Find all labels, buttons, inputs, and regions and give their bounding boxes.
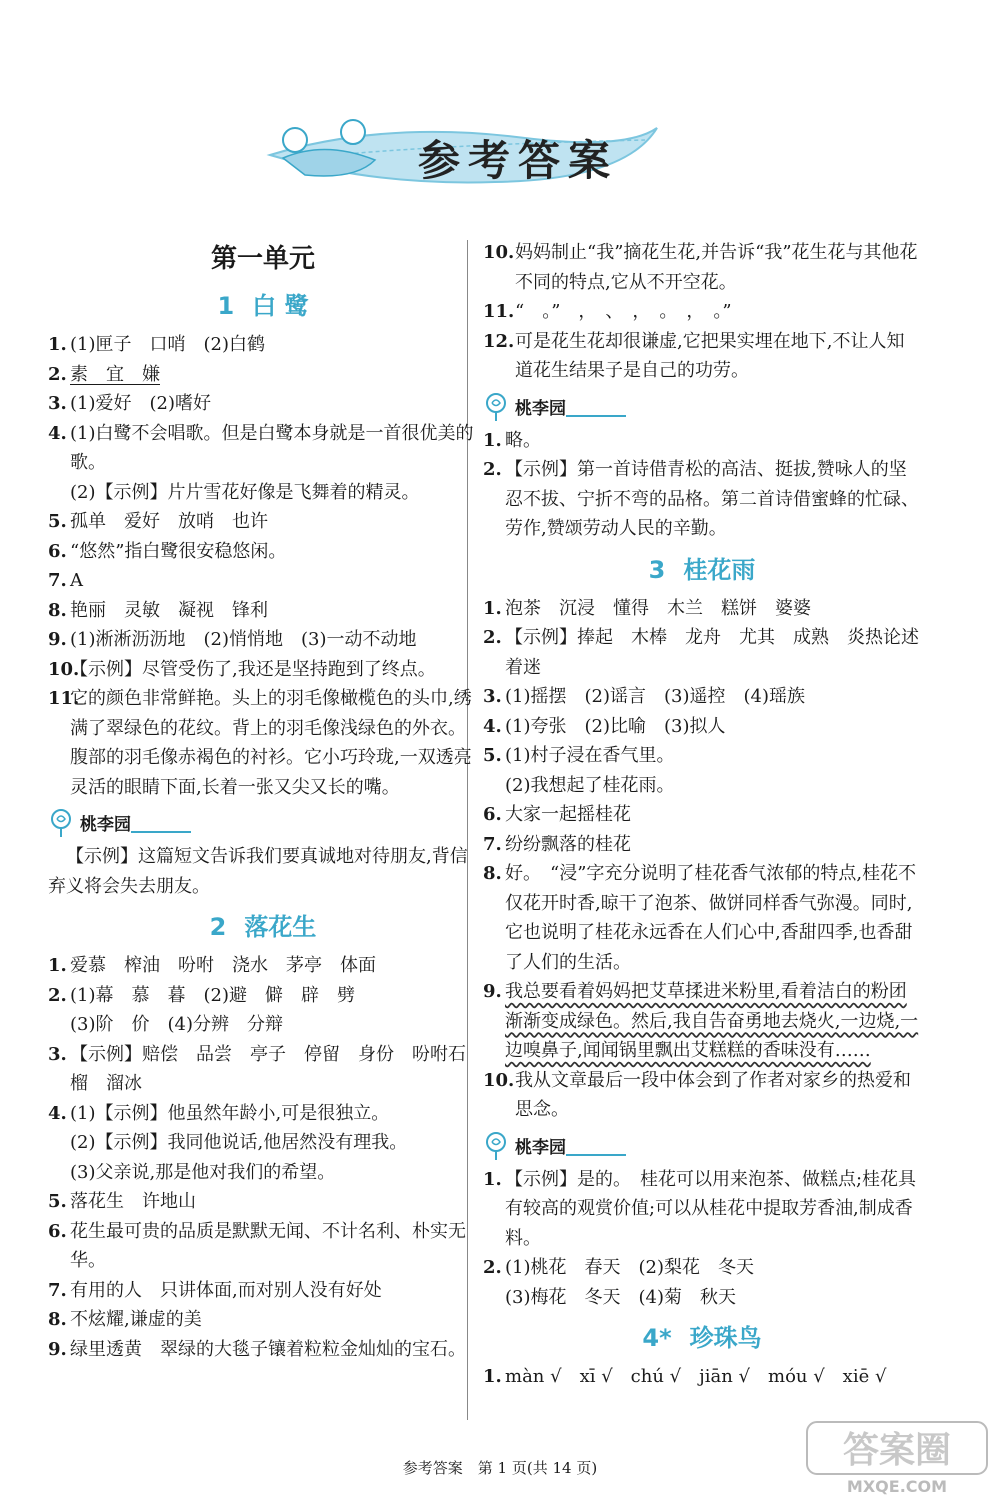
answer-item: 6. 大家一起摇桂花 (483, 804, 631, 825)
answer-item: 7. 有用的人 只讲体面,而对别人没有好处 (48, 1279, 382, 1301)
section-tag (483, 388, 921, 422)
answer-item: 6. “悠然”指白鹭很安稳悠闲。 (48, 540, 287, 562)
lesson-heading (483, 1318, 921, 1358)
section-tag-label: 桃李园 (80, 815, 131, 835)
lesson-title: 桂花雨 (683, 555, 756, 584)
answer-item: 4. (1)夸张 (2)比喻 (3)拟人 (483, 715, 726, 737)
answer-item: 9. 绿里透黄 翠绿的大毯子镶着粒粒金灿灿的宝石。 (48, 1338, 466, 1360)
answer-item: 1. 泡茶 沉浸 懂得 木兰 糕饼 婆婆 (483, 597, 811, 619)
answer-subitem: (3)父亲说,那是他对我们的希望。 (70, 1161, 336, 1183)
watermark-text: 答案圈 (842, 1430, 952, 1471)
answer-item: 10. 妈妈制止“我”摘花生花,并告诉“我”花生花与其他花不同的特点,它从不开空花。 (483, 242, 918, 293)
answer-item: 1. (1)匣子 口哨 (2)白鹤 (48, 334, 265, 355)
answer-item: 10. 我从文章最后一段中体会到了作者对家乡的热爱和思念。 (483, 1069, 911, 1120)
answer-item: 5. (1)村子浸在香气里。 (483, 745, 675, 766)
answer-item: 12. 可是花生花却很谦虚,它把果实埋在地下,不让人知道花生结果子是自己的功劳。 (483, 330, 905, 381)
paragraph: 【示例】这篇短文告诉我们要真诚地对待朋友,背信弃义将会失去朋友。 (48, 846, 468, 897)
section-tag (48, 804, 478, 838)
answer-item: 8. 不炫耀,谦虚的美 (48, 1309, 202, 1330)
right-column (483, 238, 937, 1392)
watermark-url: MXQE.COM (846, 1477, 948, 1496)
lesson-heading (483, 550, 921, 590)
section-tag-label: 桃李园 (515, 398, 566, 419)
answer-item: 1. màn √ xī √ chú √ jiān √ móu √ xiē √ (483, 1366, 887, 1387)
unit-title: 第一单元 (210, 244, 315, 274)
page-footer: 参考答案 第 1 页(共 14 页) (402, 1459, 598, 1477)
answer-item: 2. 素 宜 嫌 (48, 363, 160, 385)
answer-item: 9. (1)淅淅沥沥地 (2)悄悄地 (3)一动不动地 (48, 629, 417, 650)
answer-item: 3. (1)摇摆 (2)谣言 (3)遥控 (4)瑶族 (483, 686, 805, 707)
answer-item: 5. 孤单 爱好 放哨 也许 (48, 511, 268, 532)
lesson-title: 白 鹭 (252, 292, 309, 320)
answer-subitem: (3)梅花 冬天 (4)菊 秋天 (505, 1286, 736, 1308)
tag-underline-icon (131, 824, 191, 834)
peach-garden-icon (48, 808, 74, 838)
lesson-number: 1 (217, 292, 235, 320)
answer-item: 11. “ 。” ， 、 ， 。 ， 。” (483, 301, 732, 322)
lesson-heading (48, 907, 478, 947)
answer-item: 2. 【示例】捧起 木棒 龙舟 尤其 成熟 炎热论述 着迷 (483, 627, 937, 678)
answer-item: 7. A (48, 570, 83, 591)
answer-item: 4. (1)【示例】他虽然年龄小,可是很独立。 (48, 1102, 390, 1124)
lesson-heading (48, 286, 478, 326)
tag-underline-icon (566, 1147, 626, 1157)
answer-subitem: (2)【示例】我同他说话,他居然没有理我。 (70, 1132, 408, 1153)
answer-item: 10. 【示例】尽管受伤了,我还是坚持跑到了终点。 (48, 658, 436, 680)
answer-subitem: (2)我想起了桂花雨。 (505, 774, 675, 796)
answer-item: 1. 略。 (483, 429, 541, 451)
answer-item: 1. 【示例】是的。 桂花可以用来泡茶、做糕点;桂花具有较高的观赏价值;可以从桂花中提取芳香油,制成香料。 (483, 1168, 917, 1249)
section-tag-label: 桃李园 (515, 1137, 566, 1158)
answer-subitem: (3)阶 价 (4)分辨 分辩 (70, 1014, 283, 1035)
answer-item: 6. 花生最可贵的品质是默默无闻、不计名利、朴实无华。 (48, 1220, 466, 1271)
answer-item: 4. (1)白鹭不会唱歌。但是白鹭本身就是一首很优美的歌。 (48, 422, 474, 473)
lesson-title: 落花生 (244, 913, 317, 941)
answer-item: 3. (1)爱好 (2)嗜好 (48, 393, 211, 414)
answer-item: 7. 纷纷飘落的桂花 (483, 833, 631, 855)
lesson-title: 珍珠鸟 (689, 1324, 762, 1352)
answer-item: 2. 【示例】第一首诗借青松的高洁、挺拔,赞咏人的坚忍不拔、宁折不弯的品格。第二首诗借蜜蜂的忙碌、劳作,赞颂劳动人民的辛勤。 (483, 459, 919, 539)
lesson-number: 3 (648, 555, 666, 584)
section-tag (483, 1127, 921, 1161)
page-title: 参考答案 (418, 136, 619, 185)
peach-garden-icon (483, 392, 509, 422)
answer-item: 2. (1)桃花 春天 (2)梨花 冬天 (483, 1257, 754, 1278)
answer-subitem: (2)【示例】片片雪花好像是飞舞着的精灵。 (70, 481, 420, 503)
tag-underline-icon (566, 408, 626, 418)
answer-item: 9. 我总要看着妈妈把艾草揉进米粉里,看着洁白的粉团渐渐变成绿色。然后,我自告奋勇地去烧火,一边烧,一边嗅鼻子,闻闻锅里飘出艾糕糕的香味没有…… (483, 981, 919, 1061)
answer-item: 3. 【示例】赔偿 品尝 亭子 停留 身份 吩咐石榴 溜冰 (48, 1043, 466, 1094)
answer-item: 8. 好。 “浸”字充分说明了桂花香气浓郁的特点,桂花不仅花开时香,晾干了泡茶、做饼同样香气弥漫。同时,它也说明了桂花永远香在人们心中,香甜四季,也香甜了人们的生活。 (483, 863, 917, 973)
left-column (48, 238, 478, 1364)
peach-garden-icon (483, 1131, 509, 1161)
answer-item: 11. 它的颜色非常鲜艳。头上的羽毛像橄榄色的头巾,绣满了翠绿色的花纹。背上的羽毛像浅绿色的外衣。腹部的羽毛像赤褐色的衬衫。它小巧玲珑,一双透亮灵活的眼睛下面,长着一张又尖又长的嘴。 (48, 688, 472, 798)
answer-item: 8. 艳丽 灵敏 凝视 锋利 (48, 599, 268, 621)
answer-item: 1. 爱慕 榨油 吩咐 浇水 茅亭 体面 (48, 955, 376, 976)
lesson-number: 2 (209, 913, 227, 941)
answer-item: 2. (1)幕 慕 暮 (2)避 僻 辟 劈 (48, 984, 355, 1006)
lesson-number: 4* (642, 1324, 672, 1352)
answer-item: 5. 落花生 许地山 (48, 1191, 196, 1212)
